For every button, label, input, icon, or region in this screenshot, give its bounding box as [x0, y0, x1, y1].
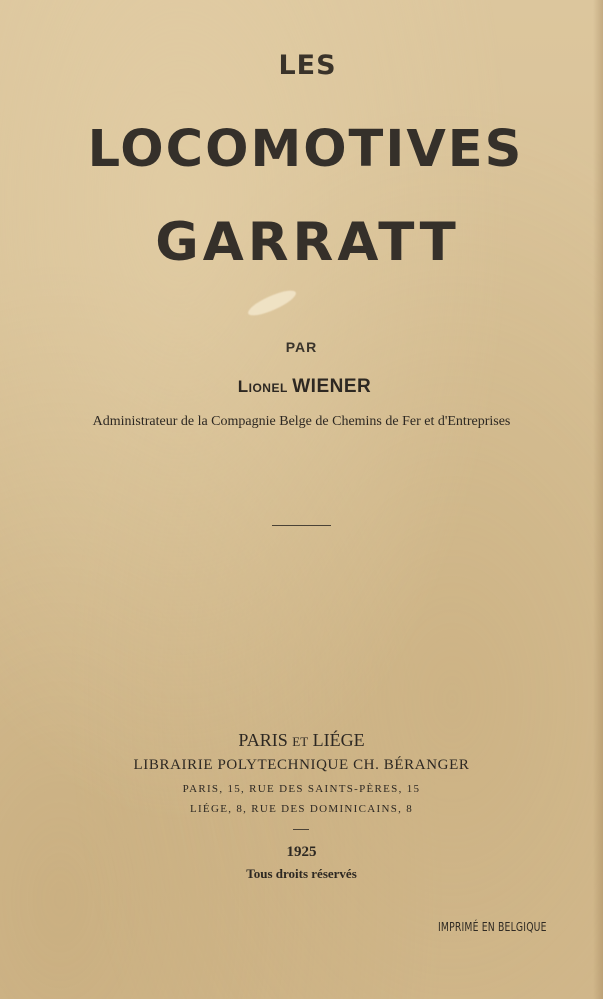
divider-rule: [272, 525, 331, 526]
author-name: [3, 376, 603, 398]
author-last-name: WIENER: [292, 376, 372, 397]
printed-in-stamp: IMPRIMÉ EN BELGIQUE: [438, 920, 547, 934]
short-divider: [293, 829, 309, 830]
byline-par: PAR: [285, 339, 318, 355]
publication-cities: [0, 730, 603, 751]
address-liege: LIÉGE, 8, RUE DES DOMINICAINS, 8: [189, 803, 414, 815]
city-paris: PARIS: [238, 730, 288, 750]
city-liege: LIÉGE: [312, 730, 365, 750]
author-first-name: Lionel: [237, 377, 288, 396]
title-line-les: LES: [278, 50, 337, 81]
publication-year: 1925: [286, 844, 317, 860]
publisher-name: LIBRAIRIE POLYTECHNIQUE CH. BÉRANGER: [133, 757, 470, 773]
address-paris: PARIS, 15, RUE DES SAINTS-PÈRES, 15: [182, 783, 421, 795]
author-affiliation: Administrateur de la Compagnie Belge de Chemins de Fer et d'Entreprises: [92, 414, 511, 429]
city-conjunction: et: [287, 730, 313, 750]
paper-crease-mark: [245, 286, 298, 320]
title-line-locomotives: LOCOMOTIVES: [87, 120, 524, 179]
title-line-garratt: GARRATT: [155, 212, 460, 273]
rights-notice: Tous droits réservés: [246, 866, 357, 881]
